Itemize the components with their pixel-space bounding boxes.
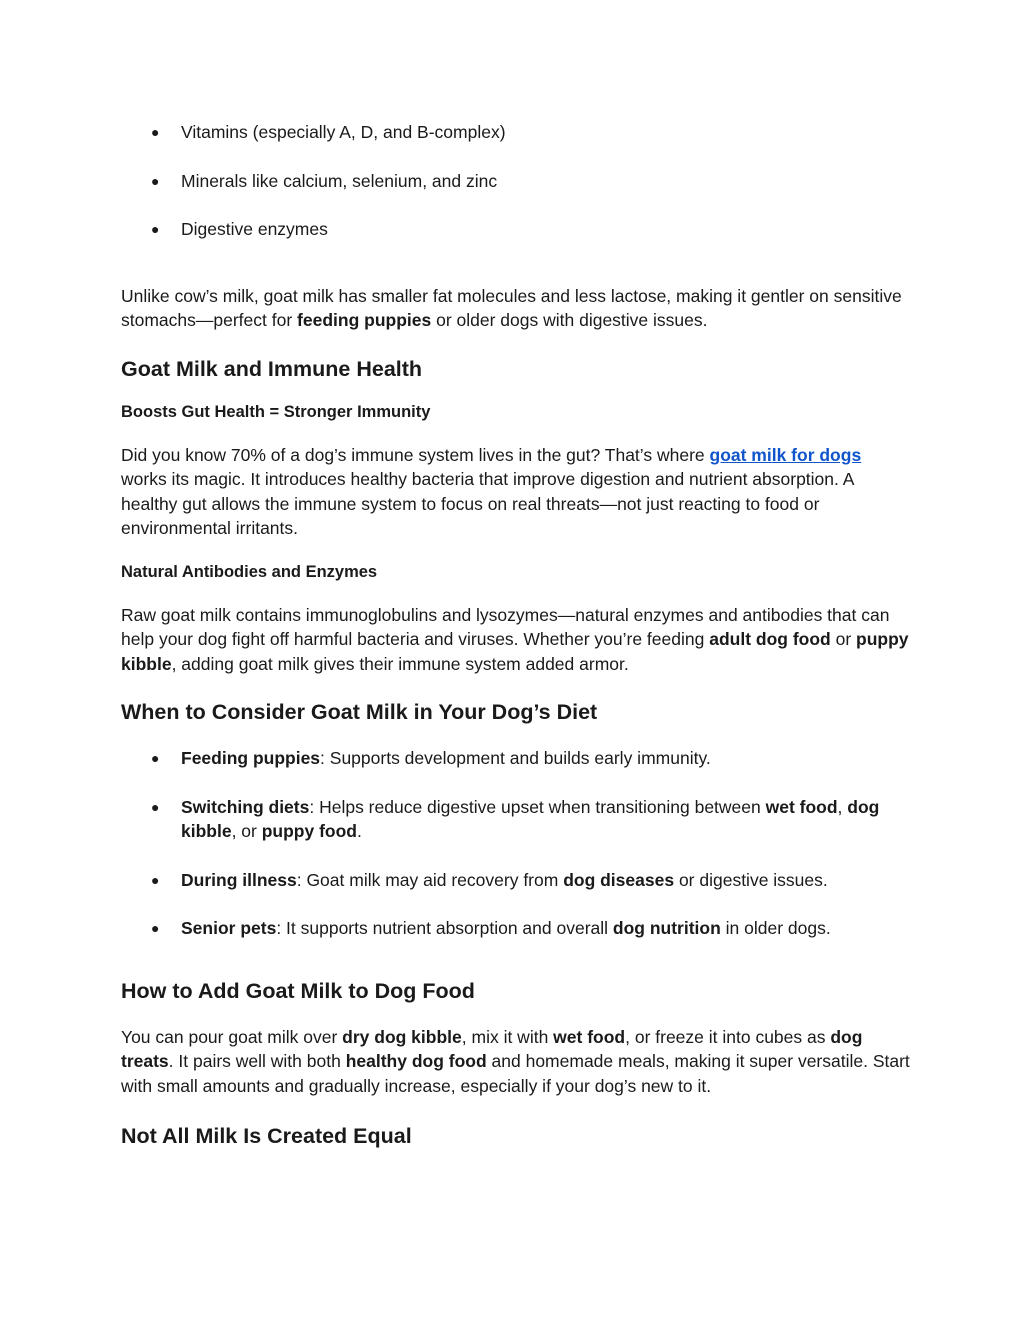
list-item xyxy=(121,795,911,844)
nutrient-list xyxy=(121,120,911,242)
list-item-text: Vitamins (especially A, D, and B-complex) xyxy=(181,122,506,142)
bold-dog-treats: dog treats xyxy=(121,1026,863,1071)
bullet-icon: ● xyxy=(151,172,160,189)
list-item-text: : Supports development and builds early immunity. xyxy=(320,748,711,768)
when-list xyxy=(121,746,911,941)
list-item-text: Digestive enzymes xyxy=(181,219,328,239)
list-item xyxy=(121,868,911,893)
bullet-icon: ● xyxy=(151,750,160,766)
goat-milk-link[interactable]: goat milk for dogs xyxy=(709,444,862,465)
gut-health-paragraph xyxy=(121,443,911,541)
heading-not-all-milk: Not All Milk Is Created Equal xyxy=(121,1124,412,1148)
list-item-text: Minerals like calcium, selenium, and zinc xyxy=(181,170,498,191)
gut-text: Did you know 70% of a dog’s immune system lives in the gut? That’s where xyxy=(121,444,710,465)
bullet-icon: ● xyxy=(151,221,160,237)
list-item-text: , xyxy=(837,796,848,817)
heading-when-to-consider: When to Consider Goat Milk in Your Dog’s Diet xyxy=(121,700,598,724)
antibodies-text-or: or xyxy=(830,629,857,649)
bullet-icon: ● xyxy=(151,124,160,140)
list-item-text: : Goat milk may aid recovery from xyxy=(296,869,564,890)
how-text: You can pour goat milk over xyxy=(121,1026,343,1047)
list-item-bold: Feeding puppies xyxy=(181,748,321,768)
how-text: , or freeze it into cubes as xyxy=(625,1026,831,1047)
bullet-icon: ● xyxy=(151,920,160,936)
list-item-text: , or xyxy=(231,821,262,841)
antibodies-paragraph xyxy=(121,603,911,677)
list-item xyxy=(121,120,911,145)
list-item xyxy=(121,169,911,194)
list-item xyxy=(121,746,911,771)
list-item-bold: Switching diets xyxy=(181,796,310,817)
list-item-text: in older dogs. xyxy=(720,918,831,938)
list-item-text: : It supports nutrient absorption and overall xyxy=(276,918,613,938)
list-item-bold: Senior pets xyxy=(181,918,277,938)
antibodies-text: Raw goat milk contains immunoglobulins and lysozymes—natural enzymes and antibodies that can help your dog fight off harmful bacteria and viruses. Whether you’re feeding xyxy=(121,604,890,649)
intro-text: Unlike cow’s milk, goat milk has smaller fat molecules and less lactose, making it gentler on sensitive stomachs—perfect for xyxy=(121,285,902,330)
antibodies-text-end: , adding goat milk gives their immune system added armor. xyxy=(171,653,629,674)
list-item-bold: wet food xyxy=(765,796,838,817)
bold-puppy-kibble: puppy kibble xyxy=(121,629,909,674)
bullet-icon: ● xyxy=(151,798,160,815)
bold-dry-dog-kibble: dry dog kibble xyxy=(342,1026,462,1047)
list-item-bold: During illness xyxy=(181,869,297,890)
intro-paragraph xyxy=(121,284,911,333)
subheading-antibodies: Natural Antibodies and Enzymes xyxy=(121,562,378,581)
list-item-text: . xyxy=(357,821,362,841)
bold-adult-dog-food: adult dog food xyxy=(709,629,831,649)
list-item-text: : Helps reduce digestive upset when transitioning between xyxy=(309,796,766,817)
gut-text-end: works its magic. It introduces healthy bacteria that improve digestion and nutrient absorption. A healthy gut allows the immune system to focus on real threats—not just reacting to food or environmental irritants. xyxy=(121,469,854,538)
bullet-icon: ● xyxy=(151,871,160,888)
list-item xyxy=(121,916,911,941)
intro-bold: feeding puppies xyxy=(297,310,432,330)
list-item-bold: dog kibble xyxy=(181,796,880,841)
subheading-gut-health: Boosts Gut Health = Stronger Immunity xyxy=(121,402,431,421)
bold-wet-food: wet food xyxy=(553,1026,626,1047)
bold-healthy-dog-food: healthy dog food xyxy=(345,1051,487,1071)
list-item-bold: dog nutrition xyxy=(612,918,721,938)
heading-immune-health: Goat Milk and Immune Health xyxy=(121,356,423,381)
list-item xyxy=(121,217,911,242)
list-item-bold: puppy food xyxy=(261,821,357,841)
document-content xyxy=(121,120,911,1150)
how-to-add-paragraph xyxy=(121,1025,911,1099)
heading-how-to-add: How to Add Goat Milk to Dog Food xyxy=(121,978,475,1003)
how-text: . It pairs well with both xyxy=(168,1051,346,1071)
how-text: , mix it with xyxy=(461,1026,554,1047)
list-item-text: or digestive issues. xyxy=(674,869,828,890)
list-item-bold: dog diseases xyxy=(563,869,675,890)
how-text-end: and homemade meals, making it super versatile. Start with small amounts and gradually increase, especially if your dog’s new to it. xyxy=(121,1051,910,1096)
intro-text-end: or older dogs with digestive issues. xyxy=(431,310,708,330)
